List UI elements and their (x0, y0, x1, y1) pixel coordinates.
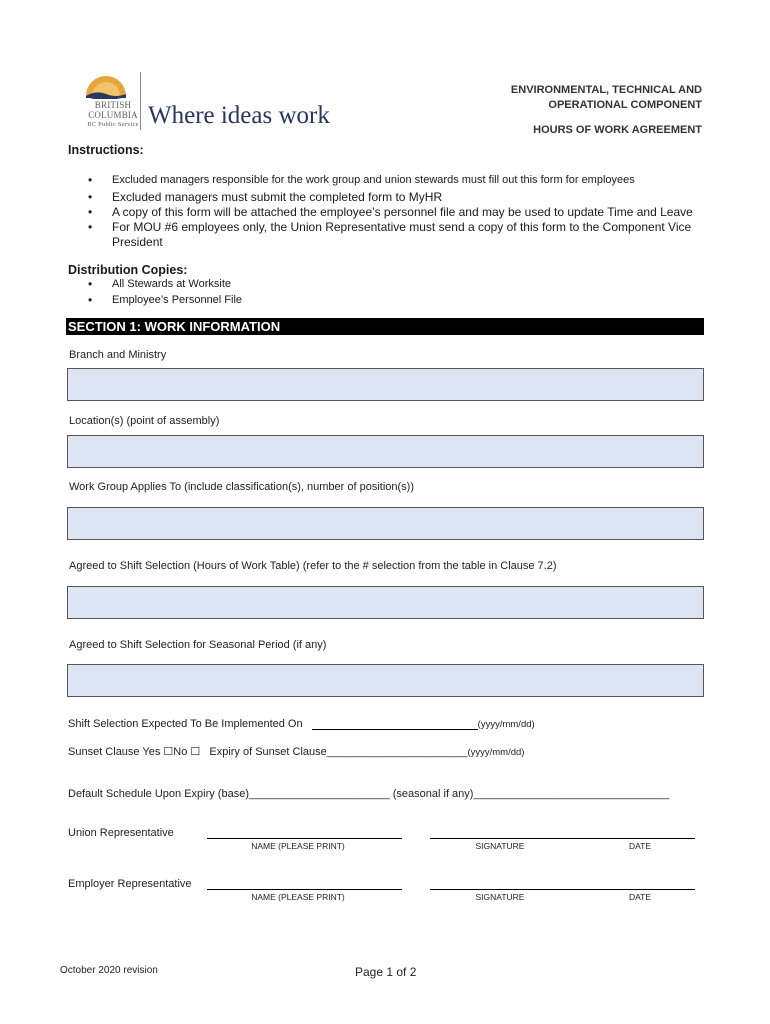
date-caption: DATE (628, 841, 652, 851)
form-title: HOURS OF WORK AGREEMENT (533, 124, 702, 136)
logo-tagline: Where ideas work (148, 102, 330, 129)
seasonal-shift-field[interactable] (67, 664, 704, 697)
instructions-heading: Instructions: (68, 143, 144, 157)
date-caption: DATE (628, 892, 652, 902)
work-group-label: Work Group Applies To (include classification(s), number of position(s)) (69, 481, 415, 493)
date-format-hint: (yyyy/mm/dd) (467, 747, 525, 758)
distribution-list (68, 277, 668, 308)
rising-sun-icon (82, 70, 130, 100)
default-schedule-field[interactable]: Default Schedule Upon Expiry (base)_______________________ (seasonal if any)________________________________ (68, 788, 670, 800)
union-rep-name-line[interactable] (207, 838, 402, 839)
expiry-date-field[interactable]: _______________________ (326, 746, 468, 758)
sunset-clause-label: Sunset Clause Yes (68, 746, 161, 758)
list-item: • Excluded managers must submit the completed form to MyHR (68, 189, 708, 205)
shift-implemented-label: Shift Selection Expected To Be Implemented On (68, 718, 303, 730)
section-1-title: SECTION 1: WORK INFORMATION (66, 318, 704, 335)
logo-line-public-service: BC Public Service (87, 121, 139, 128)
employer-rep-name-line[interactable] (207, 889, 402, 890)
location-label: Location(s) (point of assembly) (69, 415, 220, 427)
list-item: • Employee’s Personnel File (68, 293, 668, 309)
list-item: • All Stewards at Worksite (68, 277, 668, 293)
signature-caption: SIGNATURE (475, 892, 525, 902)
location-field[interactable] (67, 435, 704, 468)
signature-caption: SIGNATURE (475, 841, 525, 851)
seasonal-shift-label: Agreed to Shift Selection for Seasonal Period (if any) (69, 639, 327, 651)
instructions-list (68, 173, 708, 250)
branch-ministry-field[interactable] (67, 368, 704, 401)
logo-line-british: BRITISH (94, 100, 132, 110)
shift-implemented-row (68, 717, 535, 730)
list-item: • Excluded managers responsible for the work group and union stewards must fill out this form for employees (68, 173, 708, 189)
list-item: • A copy of this form will be attached the employee’s personnel file and may be used to update Time and Leave (68, 205, 708, 221)
list-item: • For MOU #6 employees only, the Union Representative must send a copy of this form to the Component Vice President (68, 220, 708, 250)
expiry-label: Expiry of Sunset Clause (209, 746, 327, 758)
header-title (511, 83, 702, 113)
logo-line-columbia: COLUMBIA (88, 110, 138, 120)
branch-ministry-label: Branch and Ministry (69, 349, 167, 361)
header-line-2: OPERATIONAL COMPONENT (548, 99, 702, 111)
page-number: Page 1 of 2 (355, 965, 417, 979)
shift-selection-field[interactable] (67, 586, 704, 619)
employer-rep-label: Employer Representative (68, 878, 192, 890)
shift-selection-label: Agreed to Shift Selection (Hours of Work Table) (refer to the # selection from the table in Clause 7.2) (69, 560, 557, 572)
sunset-no-checkbox[interactable]: ☐ (190, 746, 201, 758)
sunset-clause-row (68, 745, 524, 758)
sunset-yes-checkbox[interactable]: ☐ (163, 746, 174, 758)
work-group-field[interactable] (67, 507, 704, 540)
sunset-no-label: No (173, 746, 188, 758)
date-format-hint: (yyyy/mm/dd) (477, 719, 535, 730)
logo-divider (140, 72, 141, 130)
name-caption: NAME (PLEASE PRINT) (251, 841, 345, 851)
union-rep-label: Union Representative (68, 827, 174, 839)
name-caption: NAME (PLEASE PRINT) (251, 892, 345, 902)
shift-implemented-date-field[interactable] (312, 717, 478, 730)
bc-public-service-logo (82, 70, 332, 132)
union-rep-signature-line[interactable] (430, 838, 695, 839)
revision-note: October 2020 revision (60, 965, 158, 976)
header-line-1: ENVIRONMENTAL, TECHNICAL AND (510, 84, 702, 96)
logo-wordmark (82, 100, 144, 129)
distribution-heading: Distribution Copies: (68, 263, 188, 277)
employer-rep-signature-line[interactable] (430, 889, 695, 890)
